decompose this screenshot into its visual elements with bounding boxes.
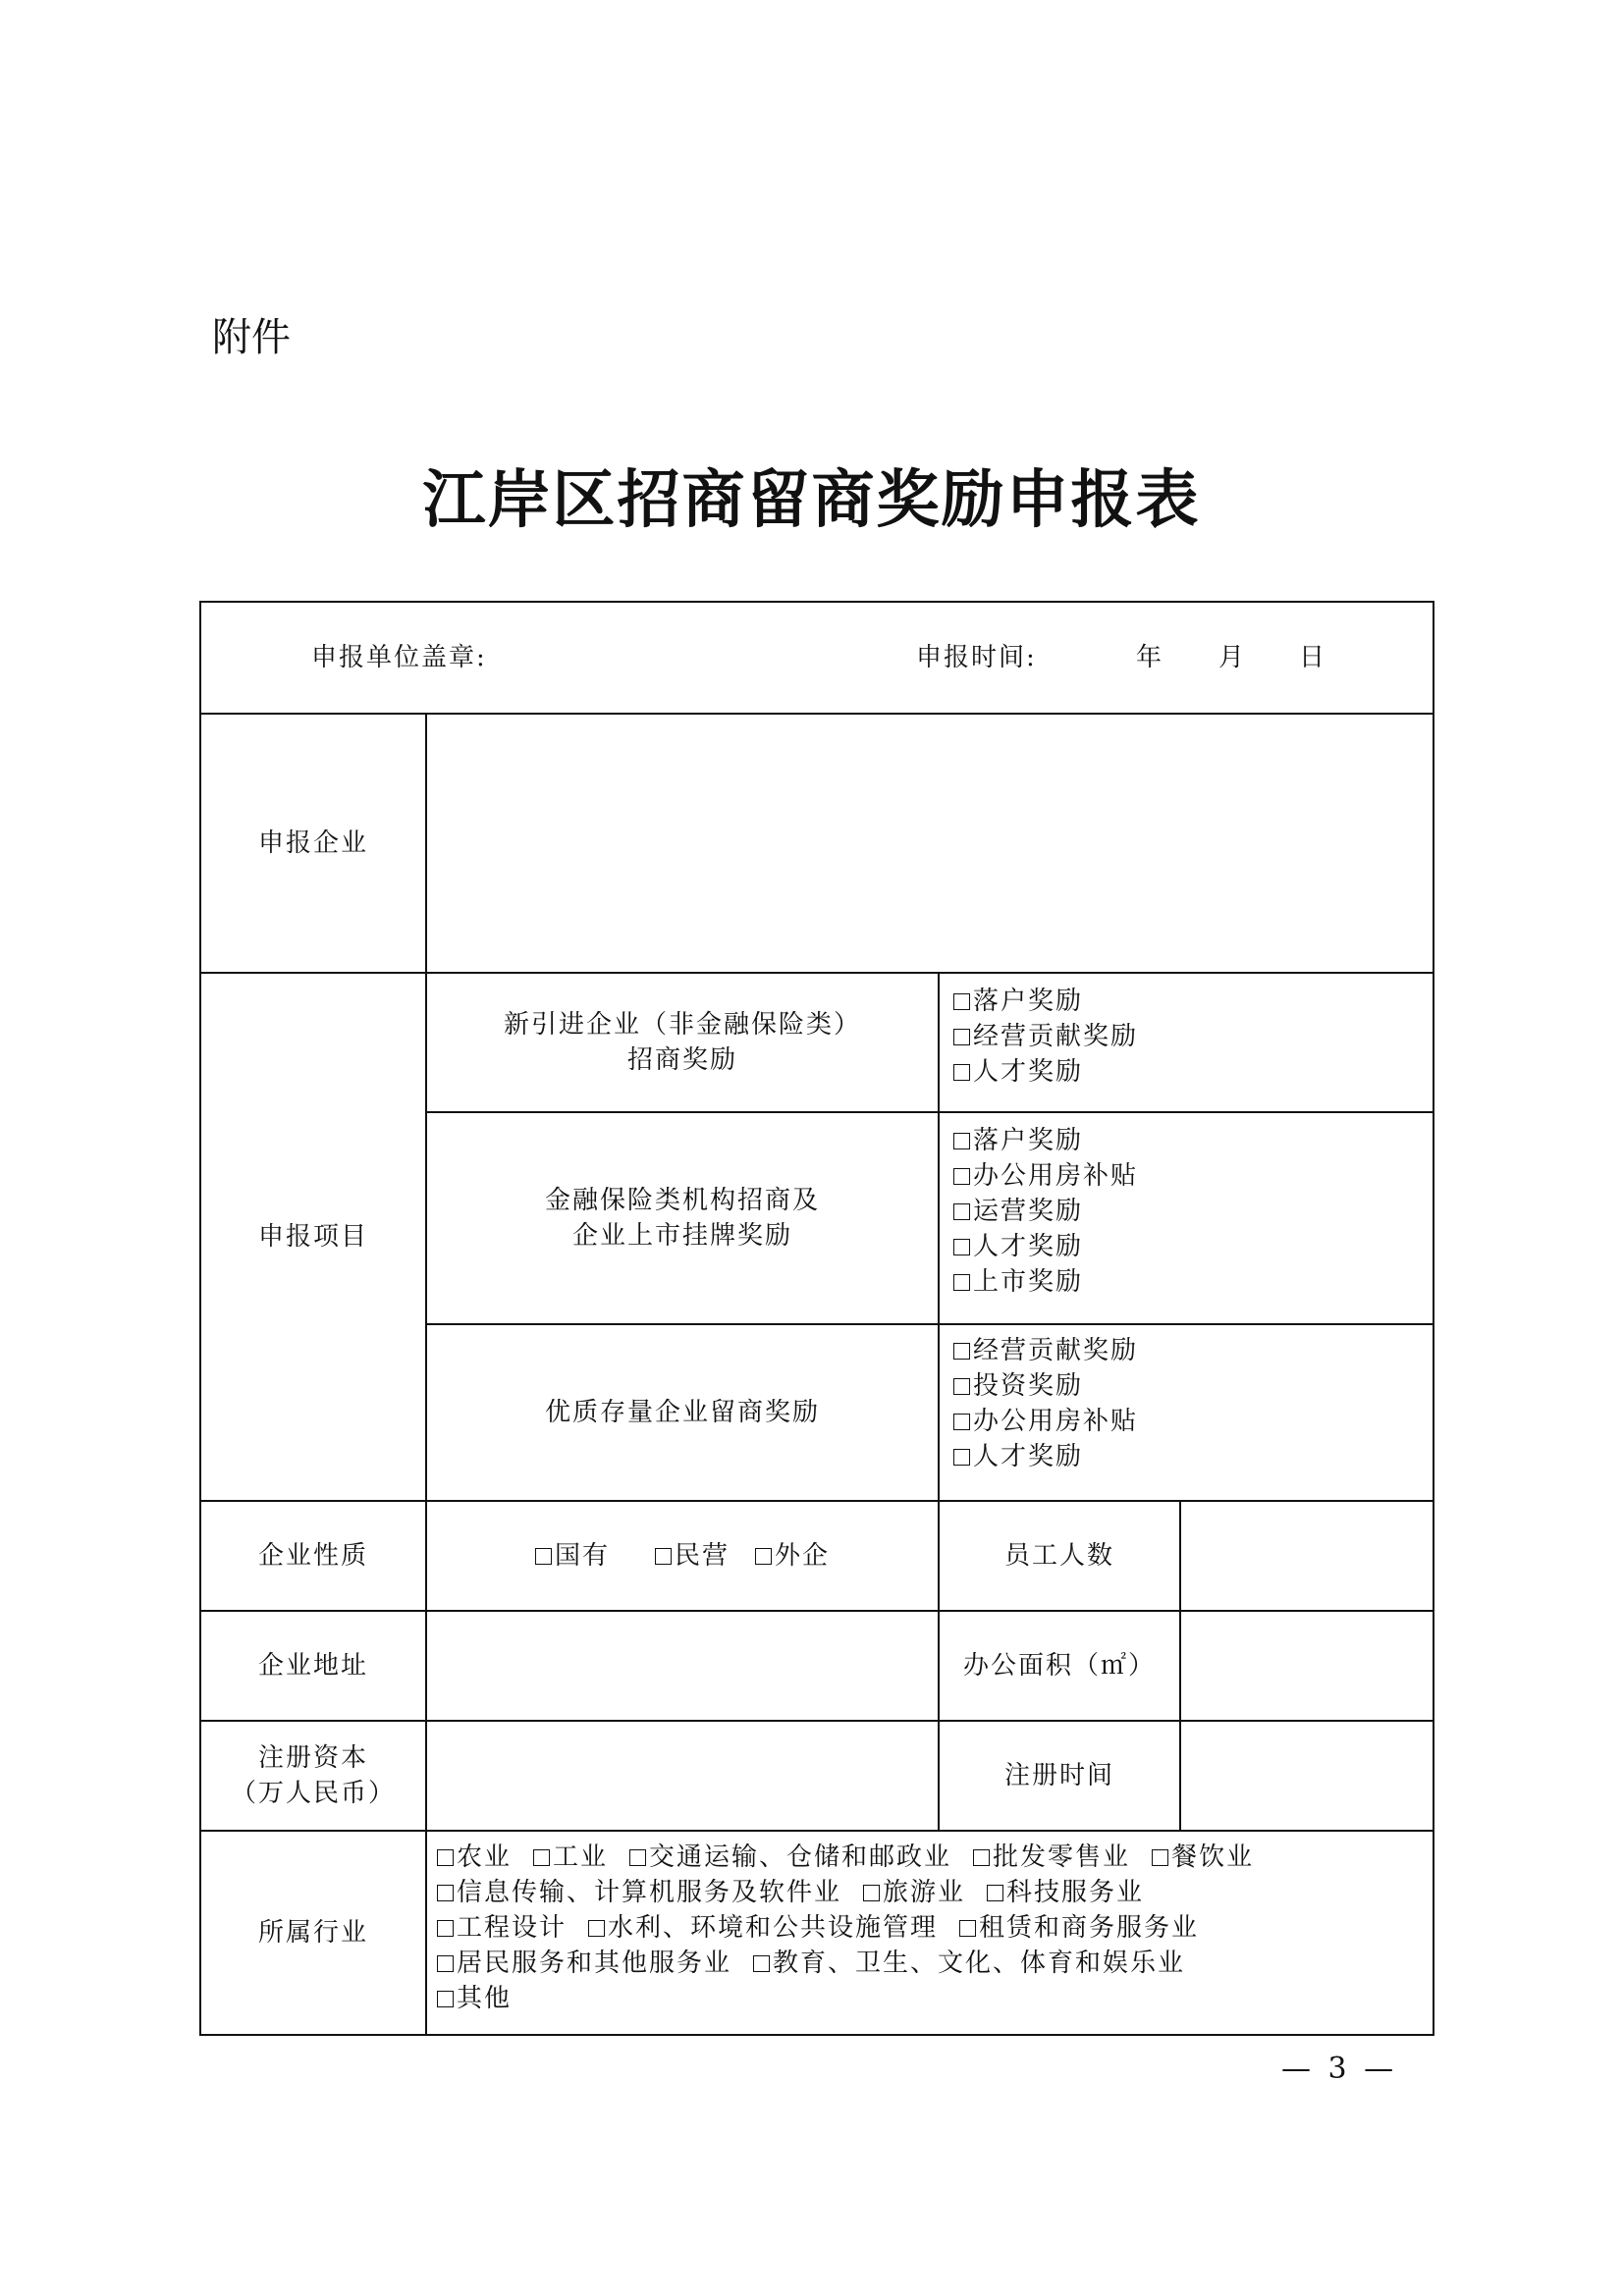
option-label: 经营贡献奖励 xyxy=(973,1336,1139,1365)
project-options xyxy=(953,984,1138,1090)
checkbox-icon xyxy=(437,1920,454,1937)
option-label: 教育、卫生、文化、体育和娱乐业 xyxy=(773,1949,1186,1978)
option-label: 农业 xyxy=(457,1842,513,1872)
industry-options-line xyxy=(437,1875,1275,1910)
option-label: 办公用房补贴 xyxy=(973,1407,1139,1436)
industry-options-line xyxy=(437,1840,1275,1875)
office-area-field[interactable] xyxy=(1181,1612,1433,1720)
industry-checkbox[interactable] xyxy=(437,1878,841,1907)
option-label: 人才奖励 xyxy=(973,1057,1084,1087)
date-year-label: 年 xyxy=(1136,643,1164,672)
industry-options xyxy=(437,1840,1275,2016)
project-name xyxy=(427,1113,938,1323)
checkbox-icon xyxy=(953,1064,970,1081)
project-name-line: 优质存量企业留商奖励 xyxy=(544,1398,820,1427)
nature-checkbox[interactable] xyxy=(655,1538,730,1574)
option-label: 外企 xyxy=(775,1541,831,1571)
project-name-line: 招商奖励 xyxy=(626,1045,737,1075)
option-label: 交通运输、仓储和邮政业 xyxy=(649,1842,952,1872)
option-label: 国有 xyxy=(554,1541,610,1571)
checkbox-icon xyxy=(953,1133,970,1149)
checkbox-icon xyxy=(629,1849,646,1866)
option-label: 工业 xyxy=(553,1842,609,1872)
checkbox-icon xyxy=(959,1920,976,1937)
project-options xyxy=(953,1333,1138,1474)
company-field[interactable] xyxy=(427,715,1433,972)
project-name-line: 企业上市挂牌奖励 xyxy=(571,1221,792,1251)
date-month-label: 月 xyxy=(1218,643,1247,672)
capital-label-line: （万人民币） xyxy=(230,1779,396,1808)
option-label: 信息传输、计算机服务及软件业 xyxy=(457,1878,842,1907)
form-title: 江岸区招商留商奖励申报表 xyxy=(422,463,1201,537)
capital-field[interactable] xyxy=(427,1722,938,1830)
option-label: 人才奖励 xyxy=(973,1442,1084,1471)
industry-options-line xyxy=(437,1946,1275,1981)
option-label: 居民服务和其他服务业 xyxy=(457,1949,732,1978)
application-date-label: 申报时间: xyxy=(916,643,1037,672)
checkbox-icon xyxy=(437,1955,454,1972)
option-checkbox[interactable] xyxy=(953,1264,1138,1300)
checkbox-icon xyxy=(953,1449,970,1466)
checkbox-icon xyxy=(953,1414,970,1430)
project-name xyxy=(427,974,938,1111)
address-field[interactable] xyxy=(427,1612,938,1720)
option-label: 批发零售业 xyxy=(993,1842,1131,1872)
checkbox-icon xyxy=(535,1548,552,1565)
option-label: 落户奖励 xyxy=(973,987,1084,1016)
checkbox-icon xyxy=(953,1203,970,1220)
option-label: 运营奖励 xyxy=(973,1197,1084,1226)
option-checkbox[interactable] xyxy=(953,1404,1138,1439)
option-label: 其他 xyxy=(457,1984,513,2013)
option-label: 投资奖励 xyxy=(973,1371,1084,1401)
checkbox-icon xyxy=(953,1343,970,1360)
option-checkbox[interactable] xyxy=(953,1123,1138,1158)
nature-label: 企业性质 xyxy=(257,1541,368,1571)
industry-checkbox[interactable] xyxy=(437,1949,731,1978)
industry-checkbox[interactable] xyxy=(753,1949,1185,1978)
industry-checkbox[interactable] xyxy=(437,1913,567,1943)
checkbox-icon xyxy=(863,1885,880,1901)
checkbox-icon xyxy=(437,1885,454,1901)
capital-label-line: 注册资本 xyxy=(257,1743,368,1773)
project-options xyxy=(953,1123,1138,1300)
address-label: 企业地址 xyxy=(257,1651,368,1681)
option-label: 科技服务业 xyxy=(1006,1878,1145,1907)
option-checkbox[interactable] xyxy=(953,1194,1138,1229)
checkbox-icon xyxy=(953,1029,970,1045)
checkbox-icon xyxy=(588,1920,605,1937)
attachment-label: 附件 xyxy=(212,315,291,360)
option-label: 人才奖励 xyxy=(973,1232,1084,1261)
date-day-label: 日 xyxy=(1299,643,1327,672)
nature-checkbox[interactable] xyxy=(755,1538,830,1574)
option-checkbox[interactable] xyxy=(953,1229,1138,1264)
option-checkbox[interactable] xyxy=(953,984,1138,1019)
employees-field[interactable] xyxy=(1181,1502,1433,1610)
applicant-seal-label: 申报单位盖章: xyxy=(311,643,487,672)
option-label: 民营 xyxy=(674,1541,730,1571)
checkbox-icon xyxy=(655,1548,672,1565)
industry-label: 所属行业 xyxy=(257,1918,368,1948)
option-checkbox[interactable] xyxy=(953,1333,1138,1368)
employees-label: 员工人数 xyxy=(1003,1541,1114,1571)
industry-checkbox[interactable] xyxy=(863,1878,965,1907)
option-checkbox[interactable] xyxy=(953,1019,1138,1054)
project-name-line: 金融保险类机构招商及 xyxy=(544,1186,820,1215)
industry-checkbox[interactable] xyxy=(987,1878,1144,1907)
industry-checkbox[interactable] xyxy=(437,1842,512,1872)
option-checkbox[interactable] xyxy=(953,1368,1138,1404)
capital-label xyxy=(201,1722,425,1830)
checkbox-icon xyxy=(953,1239,970,1255)
option-label: 上市奖励 xyxy=(973,1267,1084,1297)
registration-time-field[interactable] xyxy=(1181,1722,1433,1830)
option-label: 落户奖励 xyxy=(973,1126,1084,1155)
checkbox-icon xyxy=(437,1991,454,2007)
checkbox-icon xyxy=(987,1885,1003,1901)
project-name xyxy=(427,1325,938,1500)
application-form-table xyxy=(199,601,1434,2036)
project-name-line: 新引进企业（非金融保险类） xyxy=(503,1010,861,1040)
industry-options-line xyxy=(437,1981,1275,2016)
checkbox-icon xyxy=(973,1849,990,1866)
option-checkbox[interactable] xyxy=(953,1439,1138,1474)
option-label: 工程设计 xyxy=(457,1913,568,1943)
option-label: 餐饮业 xyxy=(1171,1842,1255,1872)
checkbox-icon xyxy=(753,1955,770,1972)
page-number: — 3 — xyxy=(1281,2052,1398,2086)
industry-checkbox[interactable] xyxy=(533,1842,608,1872)
option-checkbox[interactable] xyxy=(953,1054,1138,1090)
checkbox-icon xyxy=(953,993,970,1010)
industry-checkbox[interactable] xyxy=(437,1984,512,2013)
checkbox-icon xyxy=(1152,1849,1168,1866)
industry-checkbox[interactable] xyxy=(959,1913,1199,1943)
nature-checkbox[interactable] xyxy=(535,1538,610,1574)
checkbox-icon xyxy=(953,1168,970,1185)
company-label: 申报企业 xyxy=(257,828,368,858)
option-checkbox[interactable] xyxy=(953,1158,1138,1194)
checkbox-icon xyxy=(755,1548,772,1565)
office-area-label: 办公面积（㎡） xyxy=(962,1651,1156,1681)
option-label: 水利、环境和公共设施管理 xyxy=(608,1913,939,1943)
option-label: 旅游业 xyxy=(883,1878,966,1907)
registration-time-label: 注册时间 xyxy=(1003,1761,1114,1790)
industry-options-line xyxy=(437,1910,1275,1946)
industry-checkbox[interactable] xyxy=(1152,1842,1254,1872)
nature-options xyxy=(427,1502,938,1610)
checkbox-icon xyxy=(953,1378,970,1395)
projects-label: 申报项目 xyxy=(257,1222,368,1252)
option-label: 租赁和商务服务业 xyxy=(979,1913,1200,1943)
option-label: 经营贡献奖励 xyxy=(973,1022,1139,1051)
checkbox-icon xyxy=(437,1849,454,1866)
checkbox-icon xyxy=(533,1849,550,1866)
industry-checkbox[interactable] xyxy=(588,1913,938,1943)
option-label: 办公用房补贴 xyxy=(973,1161,1139,1191)
industry-checkbox[interactable] xyxy=(973,1842,1130,1872)
checkbox-icon xyxy=(953,1274,970,1291)
industry-checkbox[interactable] xyxy=(629,1842,951,1872)
